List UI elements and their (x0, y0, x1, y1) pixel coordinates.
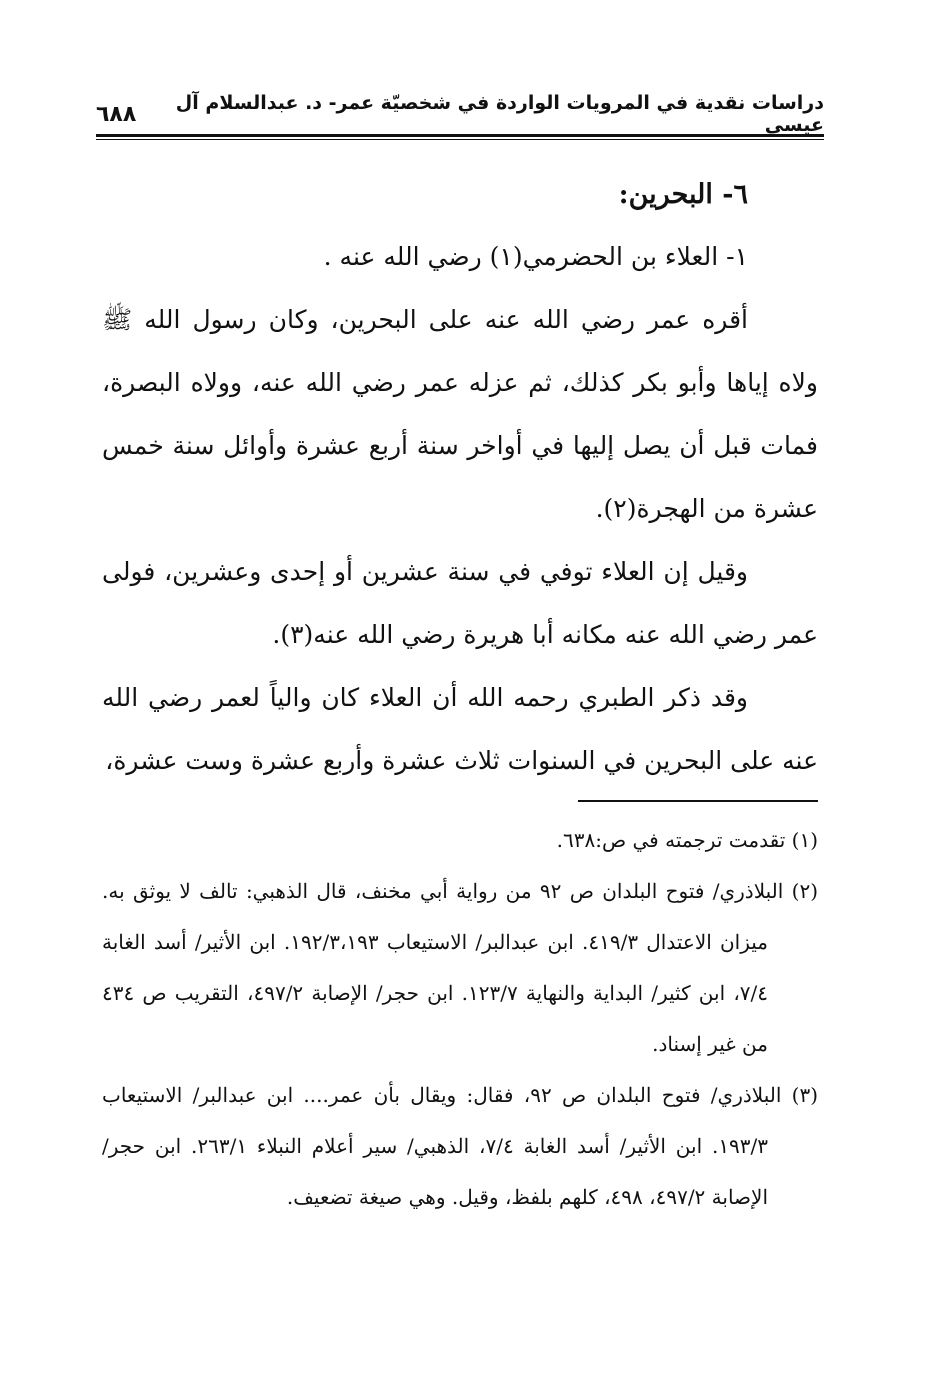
section-heading: ٦- البحرين: (618, 179, 748, 210)
footnote: (١) تقدمت ترجمته في ص:٦٣٨. (556, 828, 818, 852)
page-number: ٦٨٨ (96, 101, 137, 127)
running-header (96, 92, 824, 136)
paragraph: أقره عمر رضي الله عنه على البحرين، وكان رسول الله ﷺ ولاه إياها وأبو بكر كذلك، ثم عزله عمر رضي الله عنه، وولاه البصرة، فمات قبل أن يصل إليها في أواخر سنة أربع عشرة وأوائل سنة خمس عشرة من الهجرة(٢). (102, 305, 818, 523)
paragraph: وقد ذكر الطبري رحمه الله أن العلاء كان والياً لعمر رضي الله عنه على البحرين في السنوات ثلاث عشرة وأربع عشرة وست عشرة، (102, 683, 818, 775)
paragraph: وقيل إن العلاء توفي في سنة عشرين أو إحدى وعشرين، فولى عمر رضي الله عنه مكانه أبا هريرة رضي الله عنه(٣). (102, 557, 818, 649)
footnotes (102, 815, 818, 1223)
header-rule-thin (96, 139, 824, 140)
header-rule (96, 134, 824, 137)
footnote: (٢) البلاذري/ فتوح البلدان ص ٩٢ من رواية أبي مخنف، قال الذهبي: تالف لا يوثق به. ميزان الاعتدال ٤١٩/٣. ابن عبدالبر/ الاستيعاب ١٩٢/٣،١٩٣. ابن الأثير/ أسد الغابة ٧/٤، ابن كثير/ البداية والنهاية ١٢٣/٧. ابن حجر/ الإصابة ٤٩٧/٢، التقريب ص ٤٣٤ من غير إسناد. (102, 879, 819, 1056)
running-title: دراسات نقدية في المرويات الواردة في شخصيّة عمر- د. عبدالسلام آل عيسى (175, 92, 824, 136)
footnote: (٣) البلاذري/ فتوح البلدان ص ٩٢، فقال: ويقال بأن عمر.... ابن عبدالبر/ الاستيعاب ١٩٣/٣. ابن الأثير/ أسد الغابة ٧/٤، الذهبي/ سير أعلام النبلاء ٢٦٣/١. ابن حجر/ الإصابة ٤٩٧/٢، ٤٩٨، كلهم بلفظ، وقيل. وهي صيغة تضعيف. (102, 1083, 818, 1209)
footnote-rule (578, 800, 818, 802)
paragraph: ١- العلاء بن الحضرمي(١) رضي الله عنه . (323, 242, 748, 271)
main-text (102, 165, 818, 792)
